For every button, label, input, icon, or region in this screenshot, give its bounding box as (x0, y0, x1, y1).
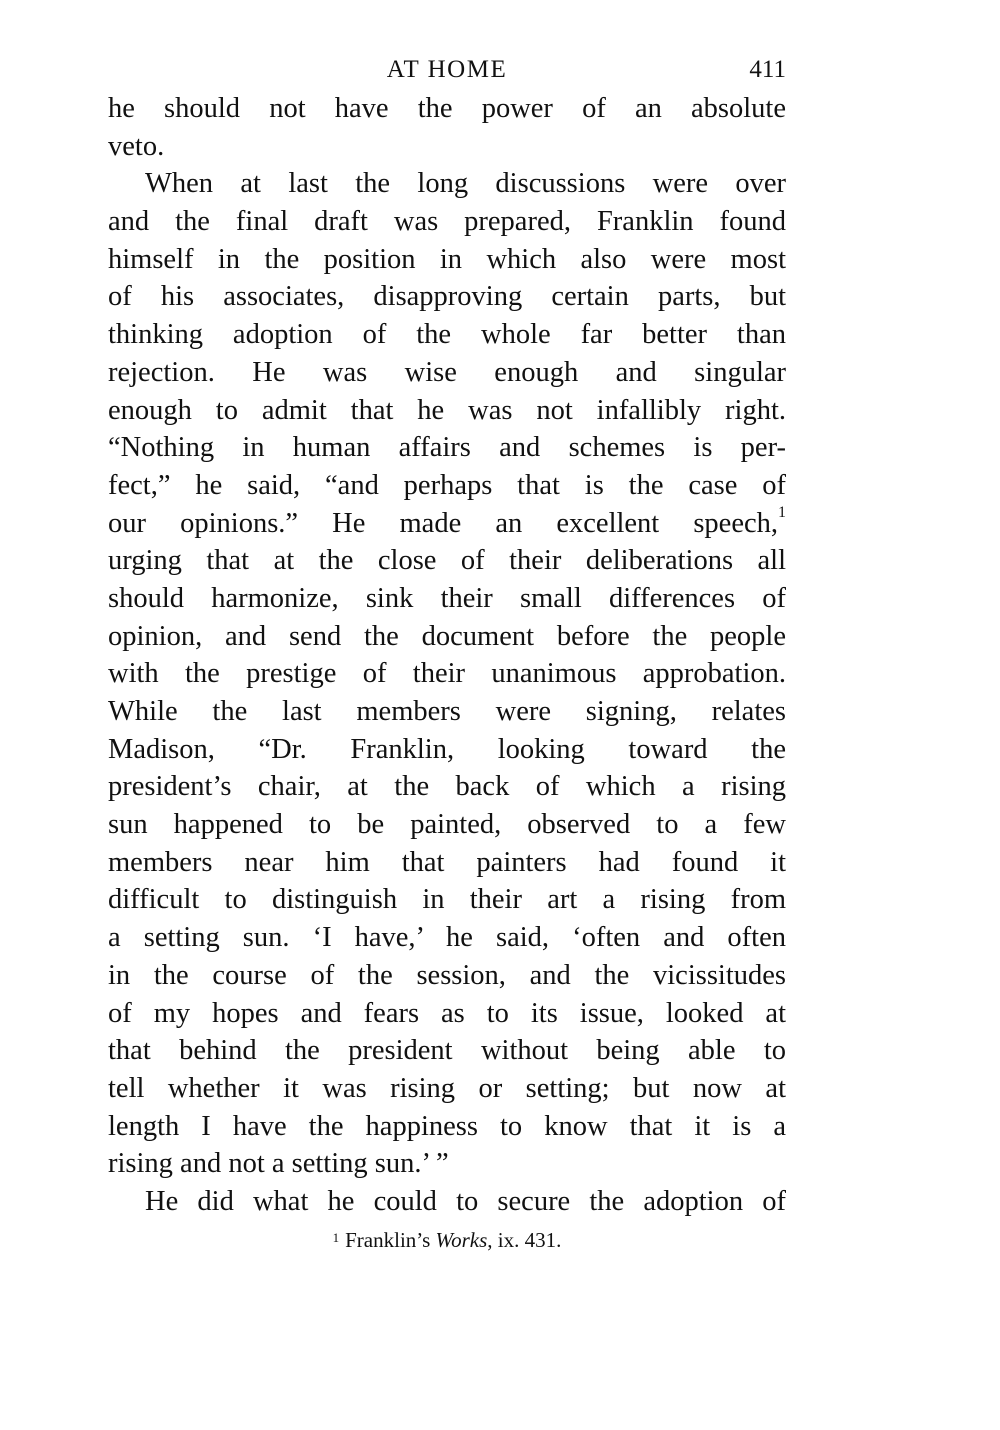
footnote-suffix: , ix. 431. (487, 1227, 562, 1252)
text-line: in the course of the session, and the vicissitudes (108, 959, 786, 991)
text-line: of my hopes and fears as to its issue, looked at (108, 997, 786, 1029)
body-text (108, 90, 786, 1221)
page-number: 411 (749, 56, 786, 83)
running-head (108, 56, 786, 90)
text-line: thinking adoption of the whole far better than (108, 319, 786, 351)
text-line: members near him that painters had found it (108, 846, 786, 878)
text-line: opinion, and send the document before the people (108, 620, 786, 652)
text-line: a setting sun. ‘I have,’ he said, ‘often and often (108, 922, 786, 954)
text-line: difficult to distinguish in their art a rising from (108, 884, 786, 916)
text-line: that behind the president without being able to (108, 1035, 786, 1067)
text-line: he should not have the power of an absolute (108, 93, 786, 124)
text-line: rising and not a setting sun.’ ” (108, 1148, 449, 1180)
footnote-reference[interactable]: 1 (778, 504, 786, 521)
text-line: himself in the position in which also were most (108, 243, 786, 275)
text-line: president’s chair, at the back of which a rising (108, 771, 786, 803)
text-line: urging that at the close of their deliberations all (108, 545, 786, 577)
footnote (108, 1225, 786, 1255)
text-line: length I have the happiness to know that it is a (108, 1110, 786, 1142)
text-line: with the prestige of their unanimous approbation. (108, 658, 786, 690)
text-line: sun happened to be painted, observed to a few (108, 809, 786, 841)
text-line: of his associates, disapproving certain parts, but (108, 281, 786, 313)
text-line: rejection. He was wise enough and singular (108, 356, 786, 388)
text-line: veto. (108, 130, 165, 162)
text-line: should harmonize, sink their small differences of (108, 582, 786, 614)
text-line: While the last members were signing, relates (108, 696, 786, 727)
text-line-content: our opinions.” He made an excellent speech, (108, 507, 778, 539)
text-line: He did what he could to secure the adoption of (145, 1185, 786, 1217)
text-line: When at last the long discussions were over (145, 168, 786, 200)
text-line: “Nothing in human affairs and schemes is per- (108, 432, 786, 464)
footnote-marker: 1 (332, 1229, 340, 1245)
text-line: tell whether it was rising or setting; but now at (108, 1072, 786, 1104)
running-title: AT HOME (386, 56, 508, 83)
footnote-title: Works (435, 1227, 488, 1252)
book-page (108, 56, 786, 1255)
footnote-prefix: Franklin’s (345, 1227, 436, 1252)
text-line: Madison, “Dr. Franklin, looking toward the (108, 733, 786, 765)
text-line: and the final draft was prepared, Franklin found (108, 206, 786, 238)
text-line: enough to admit that he was not infallibly right. (108, 394, 786, 426)
text-line-with-footnote-ref (108, 505, 786, 543)
text-line: fect,” he said, “and perhaps that is the case of (108, 469, 786, 501)
